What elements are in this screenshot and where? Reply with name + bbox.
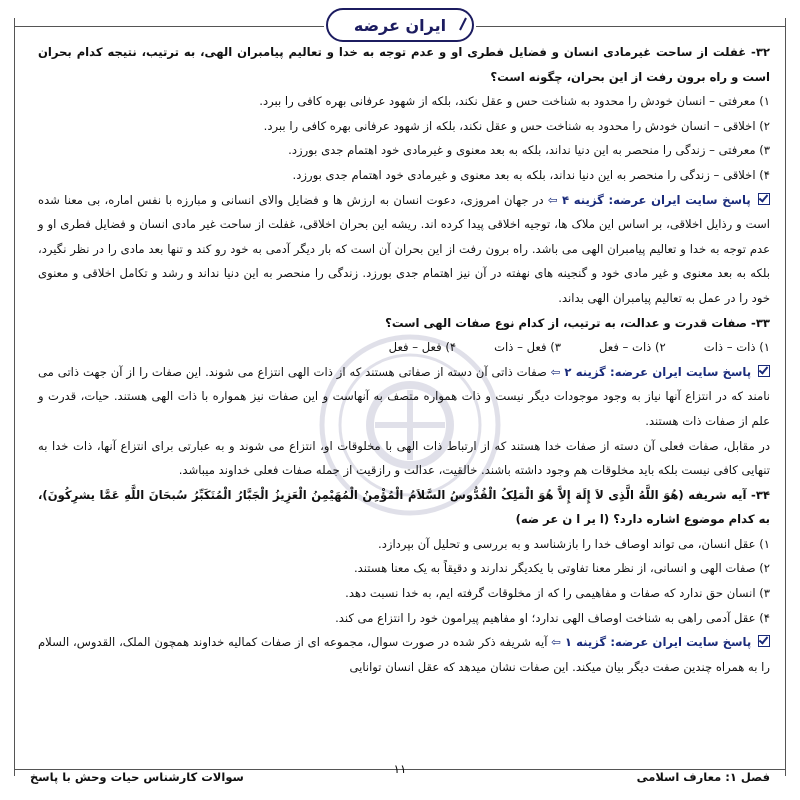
site-logo: [326, 8, 474, 42]
frame-left-border: [14, 18, 15, 776]
question-33: ۳۳- صفات قدرت و عدالت، به ترتیب، از کدام نوع صفات الهی است؟: [385, 315, 770, 330]
question-32: ۳۲- غفلت از ساحت غیرمادی انسان و فضایل فطری او و عدم توجه به خدا و تعالیم پیامبران الهی، به ترتیب، نتیجه کدام بحران است و راه برون رفت از این بحران، چگونه است؟: [38, 45, 770, 84]
frame-right-border: [785, 18, 786, 776]
q32-option-4: ۴) اخلاقی – زندگی را منحصر به این دنیا نداند، بلکه به بعد معنوی و غیرمادی خود اهتمام جدی بورزد.: [292, 167, 770, 182]
arrow-left-icon: ⇦: [547, 635, 561, 650]
check-box-icon: [758, 635, 770, 647]
page-content: [38, 40, 770, 679]
check-box-icon: [758, 365, 770, 377]
frame-top-border-right: [476, 26, 786, 27]
q34-option-3: ۳) انسان حق ندارد که صفات و مفاهیمی را که از مخلوقات گرفته ایم، به خدا نسبت دهد.: [345, 586, 770, 601]
q32-option-1: ۱) معرفتی – انسان خودش را محدود به شناخت حس و عقل نکند، بلکه از شهود عرفانی بهره کافی را ببرد.: [259, 94, 770, 109]
q34-option-1: ۱) عقل انسان، می تواند اوصاف خدا را بازشناسد و به بررسی و تحلیل آن بپردازد.: [378, 536, 770, 551]
q33-option-2: ۲) ذات – فعل: [598, 340, 666, 355]
q33-option-1: ۱) ذات – ذات: [703, 340, 770, 355]
q33-option-3: ۳) فعل – ذات: [494, 340, 561, 355]
q34-option-2: ۲) صفات الهی و انسانی، از نظر معنا تفاوتی با یکدیگر ندارند و دقیقاً به یک معنا هستند.: [353, 561, 770, 576]
page-footer: [30, 762, 770, 790]
q32-option-3: ۳) معرفتی – زندگی را منحصر به این دنیا نداند، بلکه به بعد معنوی و غیرمادی خود اهتمام جدی بورزد.: [288, 143, 770, 158]
page-number: ۱۱: [393, 762, 407, 776]
arrow-left-icon: ⇦: [543, 192, 558, 207]
q34-answer-head: پاسخ سایت ایران عرضه: گزینه ۱: [564, 635, 752, 650]
frame-top-border-left: [14, 26, 324, 27]
question-34: [38, 483, 770, 532]
footer-book-title: سوالات کارشناس حیات وحش با پاسخ: [30, 770, 244, 784]
q34-answer-body: آیه شریفه ذکر شده در صورت سوال، مجموعه ای از صفات کمالیه خداوند همچون الملک، القدوس، السلام را به همراه چندین صفت دیگر بیان میکند. این صفات نشان میدهد که عقل انسان توانایی: [38, 635, 770, 674]
q34-answer: [38, 630, 770, 679]
q34-question-text: ۳۴- آیه شریفه (هُوَ اللَّهُ الَّذِی لاَ إِلَهَ إِلاَّ هُوَ الْمَلِکُ الْقُدُّوسُ السَّلاَمُ الْمُؤْمِنُ الْمُهَیْمِنُ الْعَزِیزُ الْجَبَّارُ الْمُتَکَبِّرُ سُبحَانَ اللَّهِ عَمَّا یشرِکُونَ)، به کدام موضوع اشاره دارد؟: [38, 487, 770, 527]
check-box-icon: [758, 193, 770, 205]
logo-accent-icon: [458, 17, 468, 31]
q33-answer-continued: در مقابل، صفات فعلی آن دسته از صفات خدا هستند که از ارتباط ذات الهی با مخلوقات او، انتزاع می شوند و به عبارتی برای انتزاع آنها، ذات خدا به تنهایی کافی نیست بلکه باید مخلوقات هم وجود داشته باشند. خالقیت، عدالت و رازقیت از جمله صفات فعلی خداوند میباشد.: [38, 438, 770, 478]
q33-answer-head: پاسخ سایت ایران عرضه: گزینه ۲: [564, 364, 752, 379]
q34-option-4: ۴) عقل آدمی راهی به شناخت اوصاف الهی ندارد؛ او مفاهیم پیرامون خود را انتزاع می کند.: [335, 610, 770, 625]
q33-option-4: ۴) فعل – فعل: [388, 340, 457, 355]
arrow-left-icon: ⇦: [546, 364, 561, 379]
q33-answer: [38, 360, 770, 434]
q32-option-2: ۲) اخلاقی – انسان خودش را محدود به شناخت حس و عقل نکند، بلکه از شهود عرفانی بهره کافی را ببرد.: [263, 118, 770, 133]
q32-answer-body: در جهان امروزی، دعوت انسان به ارزش ها و فضایل والای انسانی و مبارزه با نفس اماره، بی معنا شده است و رذایل اخلاقی، بر اساس این ملاک ها، توجیه اخلاقی پیدا کرده اند. ریشه این بحران اخلاقی، غفلت از ساحت غیر مادی انسان و فضایل فطری او و عدم توجه به خدا و تعالیم پیامبران الهی می باشد. راه برون رفت از این بحران آن است که بار دیگر آدمی به خود رو کند و تنها بعد مادی را در نظر نگیرد، بلکه به بعد معنوی و غیر مادی خود و گنجینه های نهفته در آن نیز اهتمام جدی بورزد. زندگی را منحصر به این دنیا نداند و رشد و تکامل اخلاقی و معنوی خود را در عمل به تعالیم پیامبران الهی بداند.: [38, 192, 770, 305]
footer-chapter: فصل ۱: معارف اسلامی: [636, 770, 770, 784]
q33-answer-body: صفات ذاتی آن دسته از صفاتی هستند که از ذات الهی انتزاع می شوند. این صفات را از آن جهت ذاتی می نامند که در انتزاع آنها نیاز به وجود موجودات دیگر نیست و ذات همواره متصف به آنهاست و این صفات نیز همواره با ذات الهی هستند. حیات، قدرت و علم از صفات ذات هستند.: [38, 364, 770, 428]
q32-answer-head: پاسخ سایت ایران عرضه: گزینه ۴: [562, 192, 751, 207]
q33-options: [38, 335, 770, 360]
q32-answer: [38, 188, 770, 311]
logo-text: ایران عرضه: [353, 15, 447, 35]
q34-question-tag: (ا یر ا ن عر ضه): [515, 512, 610, 527]
